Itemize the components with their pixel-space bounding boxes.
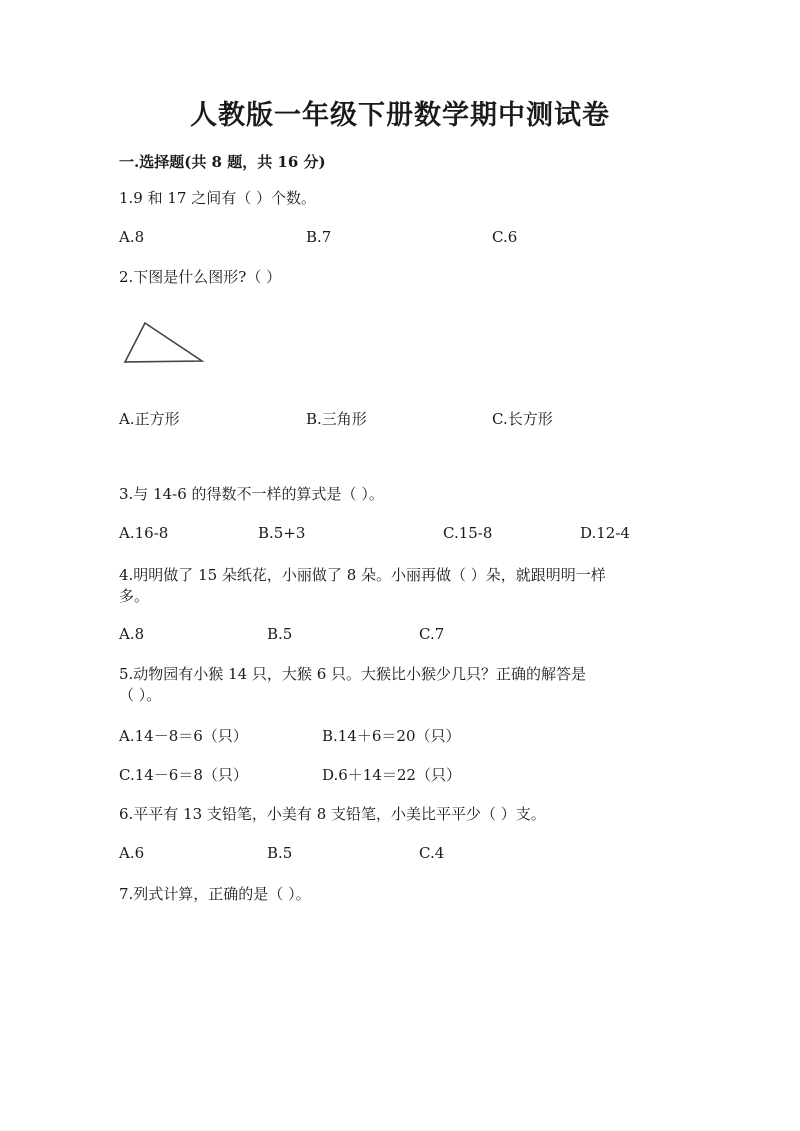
q4-option-a: A.8 [119,625,145,643]
q2-option-a: A.正方形 [119,410,180,428]
q2-option-c: C.长方形 [492,410,553,428]
q4-option-b: B.5 [267,625,293,643]
question-5-line-1: 5.动物园有小猴 14 只，大猴 6 只。大猴比小猴少几只？正确的解答是 [119,665,587,683]
question-4-line-2: 多。 [119,587,150,605]
q1-option-a: A.8 [119,228,145,246]
question-1: 1.9 和 17 之间有（ ）个数。 [119,189,317,207]
q1-option-c: C.6 [492,228,518,246]
q1-option-b: B.7 [306,228,332,246]
question-4-line-1: 4.明明做了 15 朵纸花，小丽做了 8 朵。小丽再做（ ）朵，就跟明明一样 [119,566,606,584]
q3-option-a: A.16-8 [119,524,169,542]
q3-option-d: D.12-4 [580,524,630,542]
question-3: 3.与 14-6 的得数不一样的算式是（ ）。 [119,485,384,503]
q4-option-c: C.7 [419,625,445,643]
q3-option-c: C.15-8 [443,524,493,542]
question-6: 6.平平有 13 支铅笔，小美有 8 支铅笔，小美比平平少（ ）支。 [119,805,546,823]
question-2: 2.下图是什么图形?（ ） [119,268,282,286]
q5-option-d: D.6＋14＝22（只） [322,766,461,784]
q5-option-a: A.14－8＝6（只） [119,727,248,745]
q5-option-c: C.14－6＝8（只） [119,766,248,784]
triangle-figure [120,318,206,366]
q6-option-b: B.5 [267,844,293,862]
section-heading: 一.选择题(共 8 题，共 16 分) [119,153,326,171]
q2-option-b: B.三角形 [306,410,367,428]
question-7: 7.列式计算，正确的是（ ）。 [119,885,311,903]
q3-option-b: B.5+3 [258,524,306,542]
q6-option-a: A.6 [119,844,145,862]
question-5-line-2: （ ）。 [119,686,162,704]
q6-option-c: C.4 [419,844,445,862]
q5-option-b: B.14＋6＝20（只） [322,727,461,745]
page-title: 人教版一年级下册数学期中测试卷 [190,100,610,131]
